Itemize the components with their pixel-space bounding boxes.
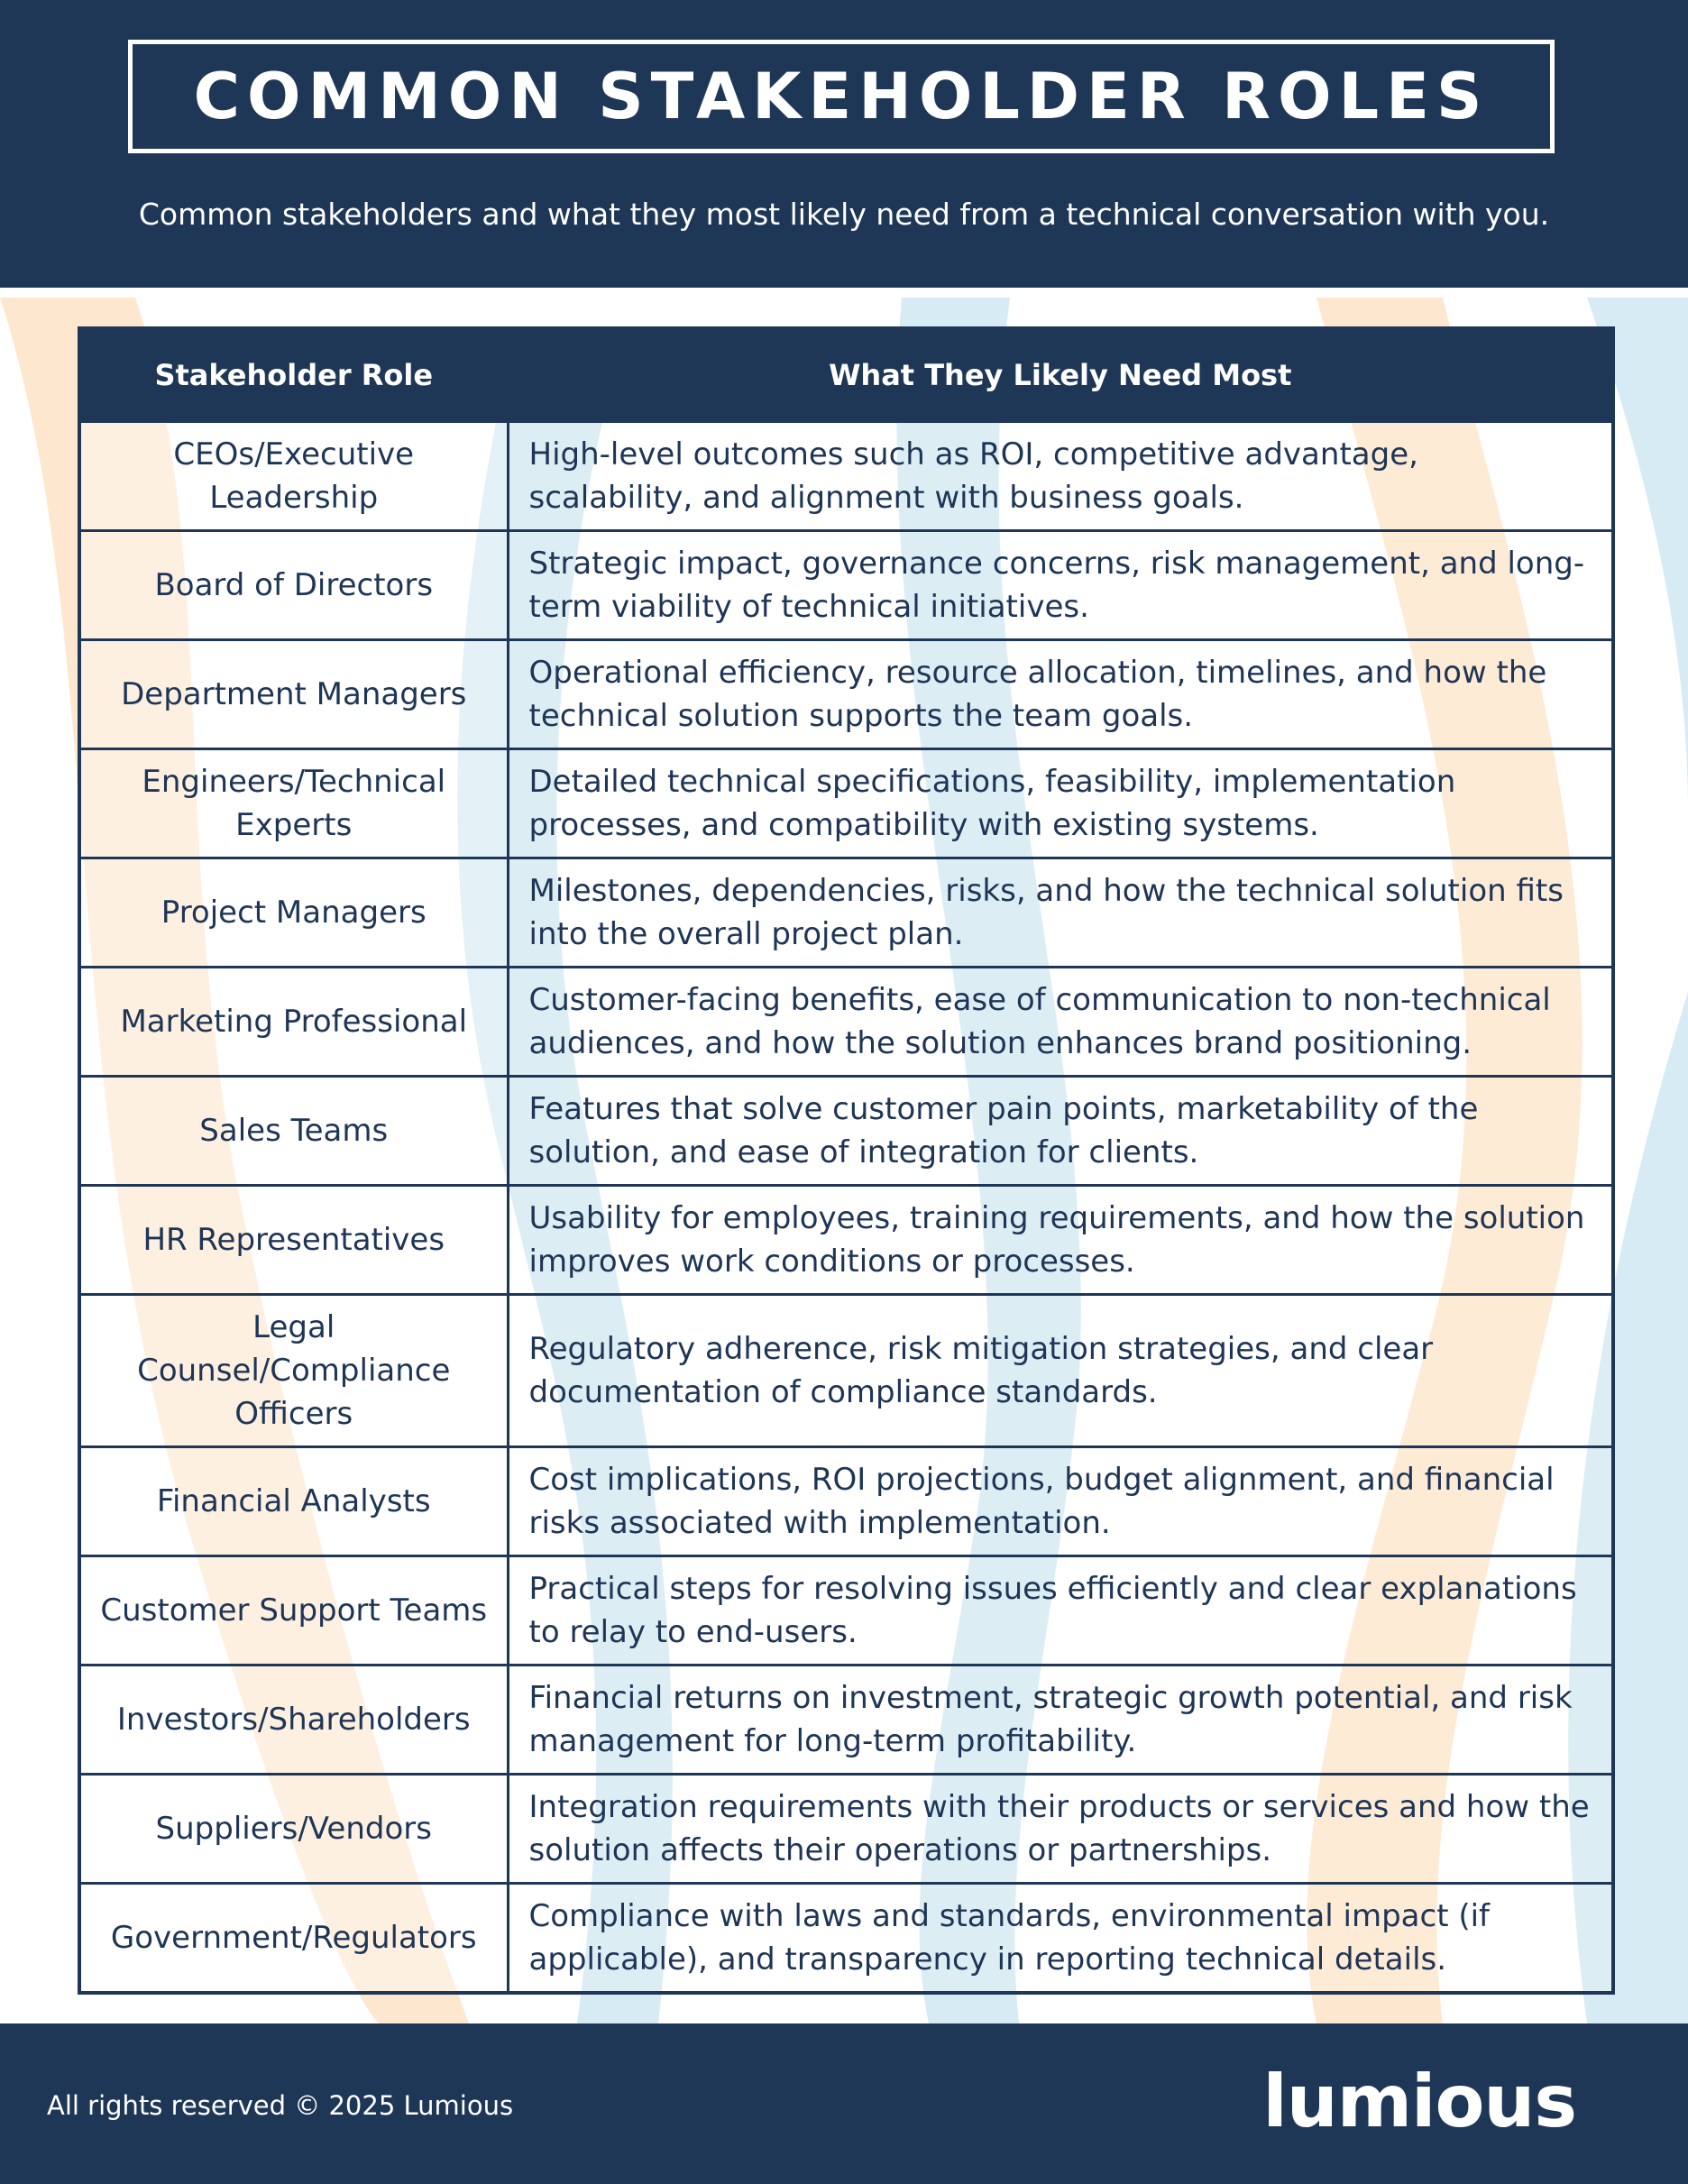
need-cell: Features that solve customer pain points, marketability of the solution, and ease of integration for clients. — [508, 1077, 1613, 1186]
table-row — [79, 422, 1613, 531]
stakeholder-table — [78, 326, 1615, 1995]
table-row — [79, 1556, 1613, 1666]
need-cell: Customer-facing benefits, ease of communication to non-technical audiences, and how the solution enhances brand positioning. — [508, 968, 1613, 1077]
table-row — [79, 1077, 1613, 1186]
copyright-text: All rights reserved © 2025 Lumious — [47, 2090, 514, 2121]
table-row — [79, 531, 1613, 640]
title-frame — [128, 40, 1555, 153]
table-row — [79, 1775, 1613, 1884]
need-cell: Operational efficiency, resource allocation, timelines, and how the technical solution supports the team goals. — [508, 640, 1613, 749]
role-cell: Project Managers — [79, 858, 508, 968]
table-row — [79, 1884, 1613, 1993]
page-subtitle: Common stakeholders and what they most likely need from a technical conversation with you. — [138, 197, 1550, 232]
table-row — [79, 1447, 1613, 1556]
need-cell: Strategic impact, governance concerns, risk management, and long-term viability of technical initiatives. — [508, 531, 1613, 640]
table-row — [79, 1295, 1613, 1447]
footer-banner — [0, 2023, 1688, 2184]
role-cell: HR Representatives — [79, 1186, 508, 1295]
page-title: COMMON STAKEHOLDER ROLES — [193, 60, 1490, 133]
need-cell: Milestones, dependencies, risks, and how the technical solution fits into the overall project plan. — [508, 858, 1613, 968]
table-row — [79, 968, 1613, 1077]
table-row — [79, 858, 1613, 968]
need-cell: Detailed technical specifications, feasibility, implementation processes, and compatibility with existing systems. — [508, 749, 1613, 858]
lumious-logo: lumious — [1262, 2060, 1576, 2143]
table-row — [79, 749, 1613, 858]
need-cell: Regulatory adherence, risk mitigation strategies, and clear documentation of compliance standards. — [508, 1295, 1613, 1447]
need-cell: Usability for employees, training requirements, and how the solution improves work conditions or processes. — [508, 1186, 1613, 1295]
need-cell: High-level outcomes such as ROI, competitive advantage, scalability, and alignment with business goals. — [508, 422, 1613, 531]
table-row — [79, 1186, 1613, 1295]
need-cell: Cost implications, ROI projections, budget alignment, and financial risks associated with implementation. — [508, 1447, 1613, 1556]
table-header-row — [79, 328, 1613, 422]
stakeholder-table-container — [78, 326, 1611, 1995]
header-what-they-need: What They Likely Need Most — [508, 328, 1613, 422]
role-cell: Investors/Shareholders — [79, 1666, 508, 1775]
role-cell: Legal Counsel/Compliance Officers — [79, 1295, 508, 1447]
role-cell: Department Managers — [79, 640, 508, 749]
need-cell: Compliance with laws and standards, environmental impact (if applicable), and transparency in reporting technical details. — [508, 1884, 1613, 1993]
need-cell: Integration requirements with their products or services and how the solution affects their operations or partnerships. — [508, 1775, 1613, 1884]
role-cell: Government/Regulators — [79, 1884, 508, 1993]
role-cell: Suppliers/Vendors — [79, 1775, 508, 1884]
role-cell: Engineers/Technical Experts — [79, 749, 508, 858]
need-cell: Practical steps for resolving issues efficiently and clear explanations to relay to end-users. — [508, 1556, 1613, 1666]
role-cell: Financial Analysts — [79, 1447, 508, 1556]
need-cell: Financial returns on investment, strategic growth potential, and risk management for long-term profitability. — [508, 1666, 1613, 1775]
table-row — [79, 1666, 1613, 1775]
header-banner — [0, 0, 1688, 288]
role-cell: Board of Directors — [79, 531, 508, 640]
role-cell: Sales Teams — [79, 1077, 508, 1186]
role-cell: CEOs/Executive Leadership — [79, 422, 508, 531]
role-cell: Marketing Professional — [79, 968, 508, 1077]
header-stakeholder-role: Stakeholder Role — [79, 328, 508, 422]
table-row — [79, 640, 1613, 749]
role-cell: Customer Support Teams — [79, 1556, 508, 1666]
